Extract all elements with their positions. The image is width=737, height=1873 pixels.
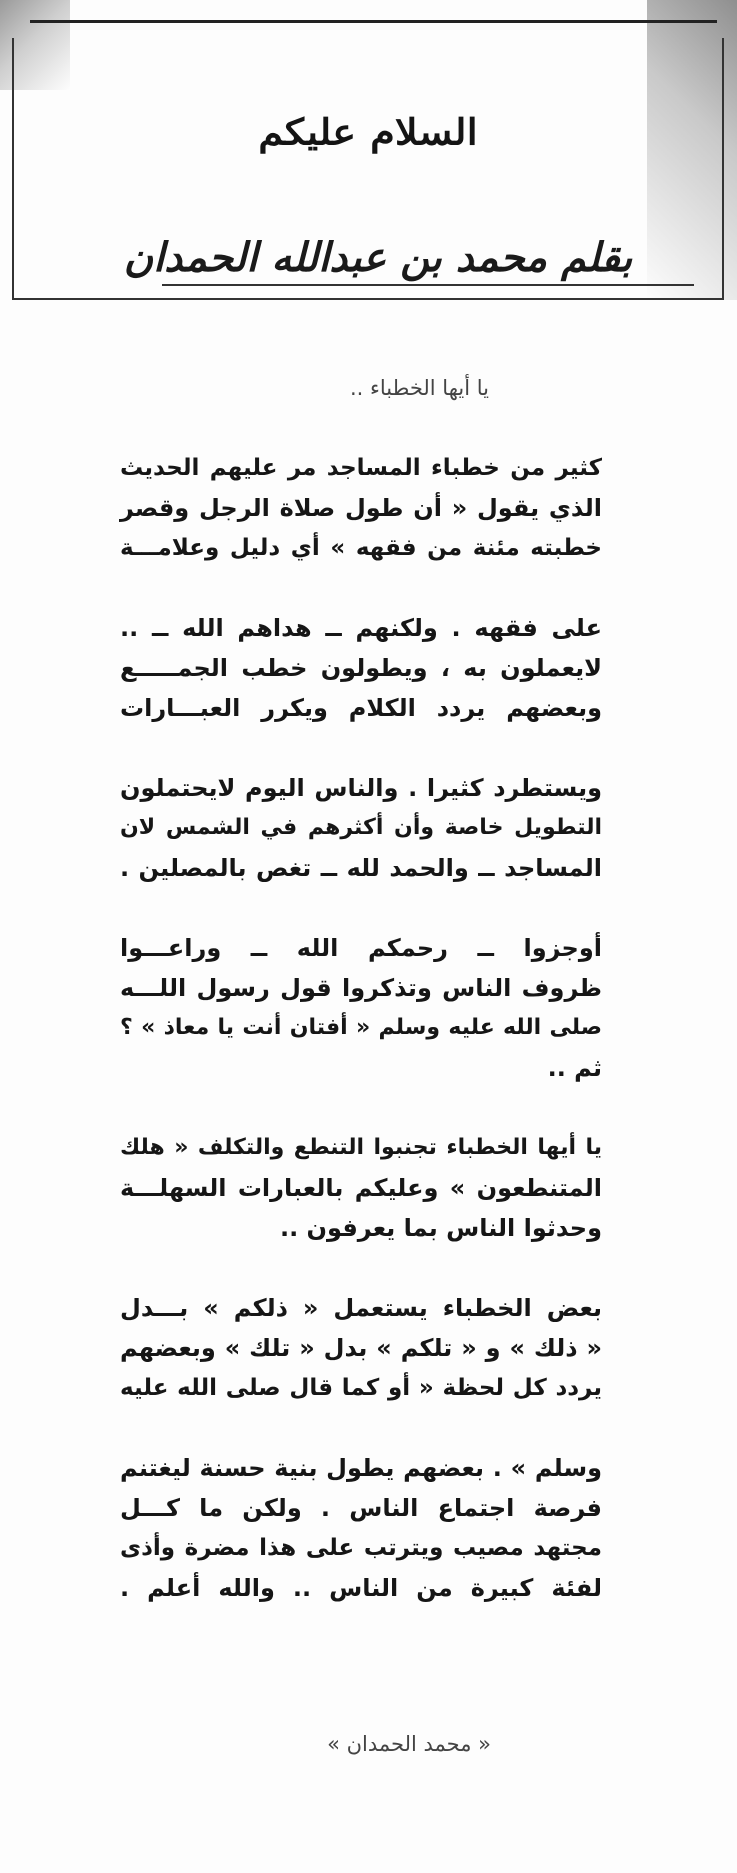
text-line: المتنطعون » وعليكم بالعبارات السهلـــة [120,1174,602,1202]
paragraph-3 [120,768,602,888]
text-line: لايعملون به ، ويطولون خطب الجمـــــع [120,654,602,682]
text-line: على فقهه . ولكنهم ــ هداهم الله ــ .. [120,614,602,642]
text-line: يا أيها الخطباء تجنبوا التنطع والتكلف « هلك [120,1135,602,1160]
text-line: وحدثوا الناس بما يعرفون .. [279,1214,602,1242]
text-line: لفئة كبيرة من الناس .. والله أعلم . [120,1574,602,1602]
text-line: وسلم » . بعضهم يطول بنية حسنة ليغتنم [120,1454,602,1482]
text-line: الذي يقول « أن طول صلاة الرجل وقصر [120,494,602,522]
text-line: التطويل خاصة وأن أكثرهم في الشمس لان [120,815,602,840]
paragraph-5 [120,1128,602,1248]
article-subheading: يا أيها الخطباء .. [349,376,489,400]
text-line: المساجد ــ والحمد لله ــ تغص بالمصلين . [120,854,602,882]
masthead-underline [162,284,694,286]
paragraph-1 [120,448,602,568]
text-line: ثم .. [547,1054,602,1082]
text-line: بعض الخطباء يستعمل « ذلكم » بـــدل [120,1294,602,1322]
paragraph-4 [120,928,602,1088]
text-line: وبعضهم يردد الكلام ويكرر العبـــارات [120,694,602,722]
text-line: ويستطرد كثيرا . والناس اليوم لايحتملون [120,774,602,802]
author-signature: « محمد الحمدان » [327,1732,491,1756]
paragraph-2 [120,608,602,728]
text-line: فرصة اجتماع الناس . ولكن ما كـــل [120,1494,602,1522]
text-line: خطبته مئنة من فقهه » أي دليل وعلامـــة [120,535,602,561]
top-rule [30,20,717,23]
text-line: يردد كل لحظة « أو كما قال صلى الله عليه [120,1375,602,1401]
masthead-byline: بقلم محمد بن عبدالله الحمدان [123,234,633,281]
text-line: كثير من خطباء المساجد مر عليهم الحديث [120,455,602,481]
text-line: « ذلك » و « تلكم » بدل « تلك » وبعضهم [120,1334,602,1362]
text-line: أوجزوا ــ رحمكم الله ــ وراعـــوا [120,934,602,962]
text-line: ظروف الناس وتذكروا قول رسول اللـــه [120,974,602,1002]
paragraph-7 [120,1448,602,1608]
text-line: صلى الله عليه وسلم « أفتان أنت يا معاذ » ؟ [120,1015,602,1040]
article-body [120,448,602,1648]
text-line: مجتهد مصيب ويترتب على هذا مضرة وأذى [120,1535,602,1561]
paragraph-6 [120,1288,602,1408]
masthead-title: السلام عليكم [258,111,478,154]
column-masthead [12,38,724,300]
